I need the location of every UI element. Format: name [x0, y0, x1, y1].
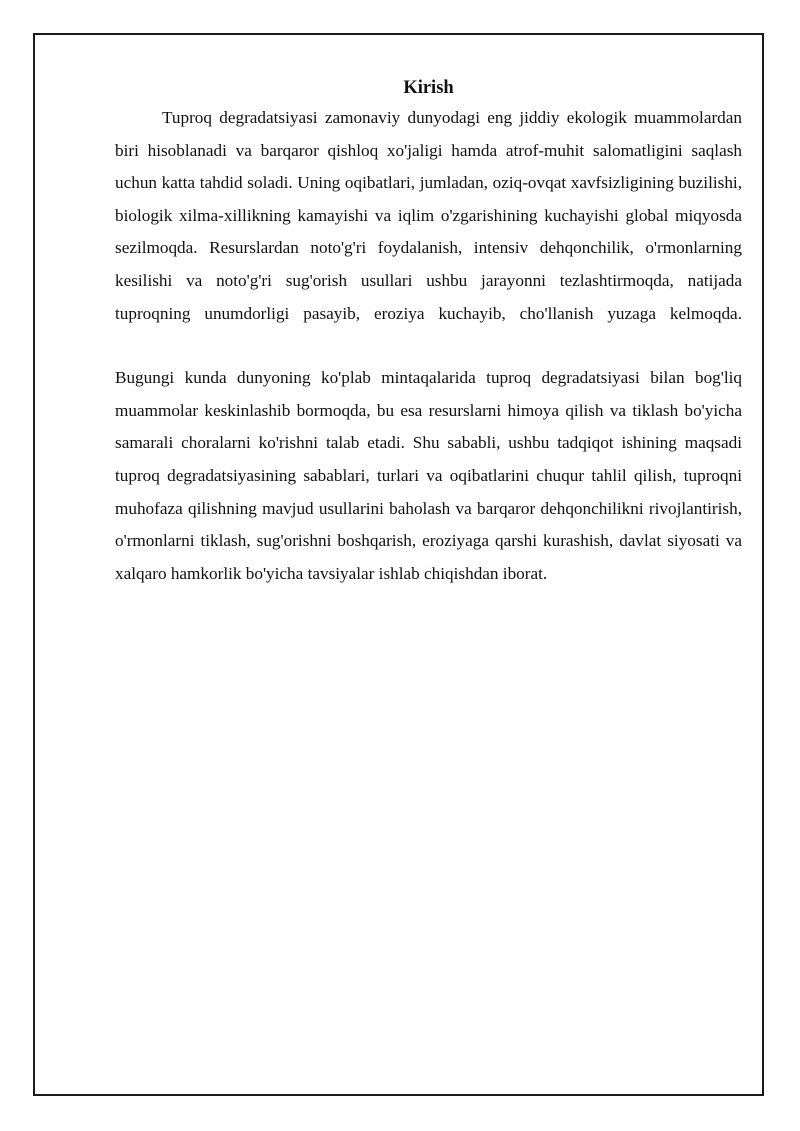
page-title: Kirish [403, 78, 454, 98]
document-body [115, 74, 742, 590]
intro-paragraph-2: Bugungi kunda dunyoning ko'plab mintaqalarida tuproq degradatsiyasi bilan bog'liq muammolar keskinlashib bormoqda, bu esa resurslarni himoya qilish va tiklash bo'yicha samarali choralarni ko'rishni talab etadi. Shu sababli, ushbu tadqiqot ishining maqsadi tuproq degradatsiyasining sabablari, turlari va oqibatlarini chuqur tahlil qilish, tuproqni muhofaza qilishning mavjud usullarini baholash va barqaror dehqonchilikni rivojlantirish, o'rmonlarni tiklash, sug'orishni boshqarish, eroziyaga qarshi kurashish, davlat siyosati va xalqaro hamkorlik bo'yicha tavsiyalar ishlab chiqishdan iborat. [115, 368, 742, 583]
intro-paragraph-1: Tuproq degradatsiyasi zamonaviy dunyodagi eng jiddiy ekologik muammolardan biri hisoblanadi va barqaror qishloq xo'jaligi hamda atrof-muhit salomatligini saqlash uchun katta tahdid soladi. Uning oqibatlari, jumladan, oziq-ovqat xavfsizligining buzilishi, biologik xilma-xillikning kamayishi va iqlim o'zgarishining kuchayishi global miqyosda sezilmoqda. Resurslardan noto'g'ri foydalanish, intensiv dehqonchilik, o'rmonlarning kesilishi va noto'g'ri sug'orish usullari ushbu jarayonni tezlashtirmoqda, natijada tuproqning unumdorligi pasayib, eroziya kuchayib, cho'llanish yuzaga kelmoqda. [115, 108, 742, 323]
